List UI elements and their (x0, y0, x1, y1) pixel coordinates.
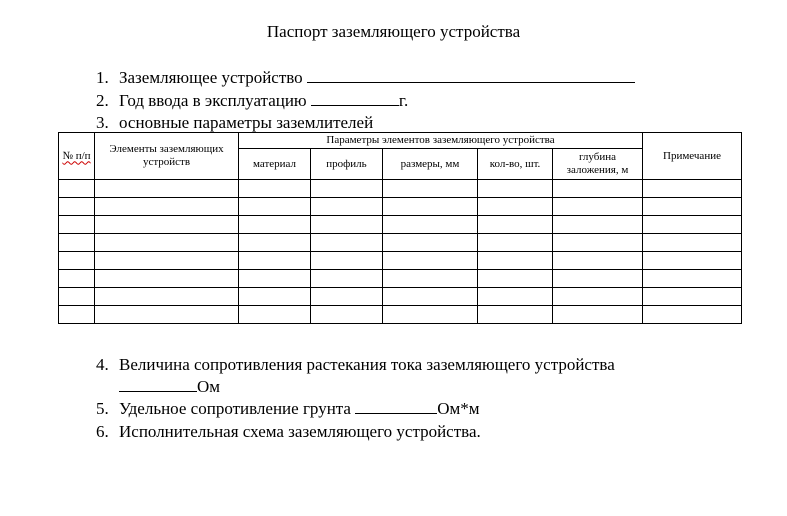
item-number: 5. (96, 399, 109, 418)
header-depth: глубина заложения, м (553, 149, 643, 180)
header-note: Примечание (643, 133, 742, 180)
table-row (59, 234, 742, 252)
item-number: 2. (96, 91, 109, 110)
list-item-4-continuation (119, 377, 220, 397)
header-material: материал (239, 149, 311, 180)
item-number: 3. (96, 113, 109, 132)
table-row (59, 270, 742, 288)
item-text: Год ввода в эксплуатацию (119, 91, 307, 110)
item-number: 4. (96, 355, 109, 374)
document-title: Паспорт заземляющего устройства (266, 22, 521, 41)
list-item-6 (96, 422, 481, 442)
item-text: Заземляющее устройство (119, 68, 303, 87)
list-item-4 (96, 355, 615, 375)
table-row (59, 288, 742, 306)
item-text: Исполнительная схема заземляющего устройства. (119, 422, 481, 441)
header-profile: профиль (311, 149, 383, 180)
header-count: кол-во, шт. (478, 149, 553, 180)
table-row (59, 198, 742, 216)
item-number: 6. (96, 422, 109, 441)
item-suffix: Ом*м (437, 399, 480, 418)
item-suffix: Ом (197, 377, 221, 396)
list-item-2 (96, 91, 409, 111)
header-parameters-group: Параметры элементов заземляющего устройства (239, 133, 643, 149)
header-number: № п/п (59, 133, 95, 180)
list-item-1 (96, 68, 303, 88)
item-suffix: г. (398, 91, 409, 110)
table-row (59, 180, 742, 198)
table-row (59, 306, 742, 324)
fill-in-blank[interactable] (119, 377, 197, 392)
item-text: Величина сопротивления растекания тока заземляющего устройства (119, 355, 615, 374)
list-item-5 (96, 399, 480, 419)
list-item-3 (96, 113, 374, 133)
header-size: размеры, мм (383, 149, 478, 180)
item-number: 1. (96, 68, 109, 87)
fill-in-blank[interactable] (355, 399, 437, 414)
table-row (59, 252, 742, 270)
item-text: основные параметры заземлителей (119, 113, 374, 132)
header-elements: Элементы заземляющих устройств (95, 133, 239, 180)
fill-in-blank[interactable] (311, 91, 399, 106)
table-row (59, 216, 742, 234)
fill-in-blank[interactable] (307, 68, 635, 83)
item-text: Удельное сопротивление грунта (119, 399, 351, 418)
grounding-parameters-table (58, 132, 742, 324)
